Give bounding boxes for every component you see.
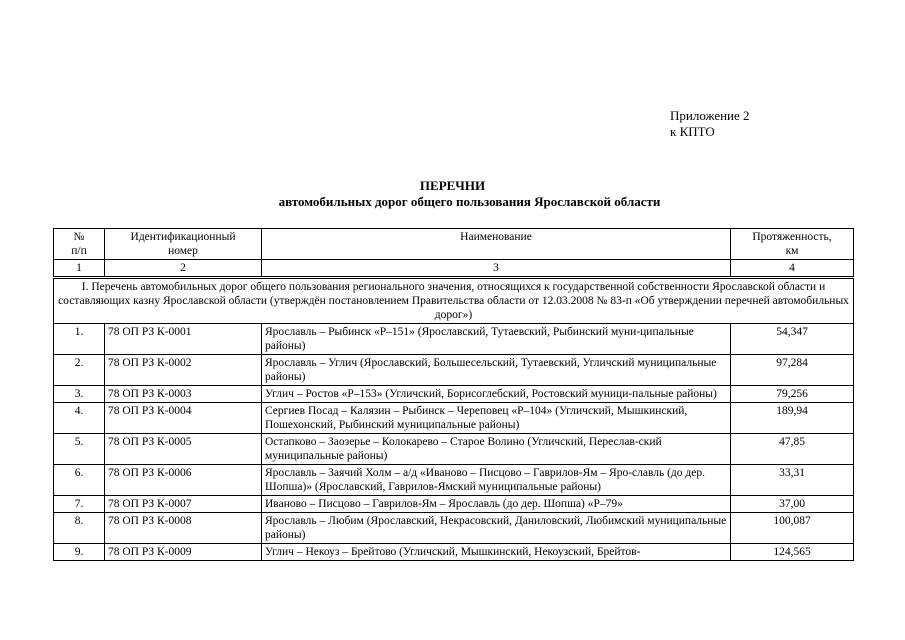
row-road-name: Ярославль – Углич (Ярославский, Большесельский, Тутаевский, Угличский муниципальные районы) [262,355,731,386]
column-number-row [54,260,854,278]
row-number: 3. [54,386,105,403]
row-number: 8. [54,513,105,544]
header-id [105,229,262,260]
header-id-line1: Идентификационный [130,231,236,243]
header-length-line2: км [785,245,799,257]
table-row [54,324,854,355]
row-identifier: 78 ОП РЗ К-0002 [105,355,262,386]
row-identifier: 78 ОП РЗ К-0005 [105,434,262,465]
row-length: 37,00 [731,496,854,513]
row-identifier: 78 ОП РЗ К-0003 [105,386,262,403]
row-length: 100,087 [731,513,854,544]
header-number-line1: № [73,231,85,243]
column-number: 3 [262,260,731,278]
row-number: 6. [54,465,105,496]
row-length: 79,256 [731,386,854,403]
appendix-number: Приложение 2 [670,108,750,123]
row-length: 97,284 [731,355,854,386]
row-number: 4. [54,403,105,434]
table-header-row [54,229,854,260]
header-length-line1: Протяженность, [752,231,832,243]
column-number: 2 [105,260,262,278]
header-number-line2: п/п [71,245,87,257]
row-road-name: Углич – Некоуз – Брейтово (Угличский, Мышкинский, Некоузский, Брейтов- [262,544,731,561]
row-road-name: Сергиев Посад – Калязин – Рыбинск – Череповец «Р–104» (Угличский, Мышкинский, Пошехонский, Рыбинский муниципальные районы) [262,403,731,434]
roads-table [53,228,854,561]
row-length: 47,85 [731,434,854,465]
row-number: 5. [54,434,105,465]
document-title [0,178,905,210]
table-row [54,465,854,496]
row-road-name: Ярославль – Заячий Холм – а/д «Иваново – Писцово – Гаврилов-Ям – Яро-славль (до дер. Шопша)» (Ярославский, Гаврилов-Ямский муниципальные районы) [262,465,731,496]
column-number: 4 [731,260,854,278]
title-subheading: автомобильных дорог общего пользования Ярославской области [278,194,661,209]
table-row [54,403,854,434]
header-id-line2: номер [168,245,198,257]
row-identifier: 78 ОП РЗ К-0004 [105,403,262,434]
row-road-name: Ярославль – Любим (Ярославский, Некрасовский, Даниловский, Любимский муниципальные районы) [262,513,731,544]
appendix-note [670,108,750,140]
row-number: 7. [54,496,105,513]
title-heading: ПЕРЕЧНИ [419,178,486,193]
table-row [54,544,854,561]
table-row [54,434,854,465]
row-identifier: 78 ОП РЗ К-0008 [105,513,262,544]
row-identifier: 78 ОП РЗ К-0006 [105,465,262,496]
table-row [54,386,854,403]
section-row [54,278,854,324]
table-row [54,513,854,544]
appendix-reference: к КПТО [670,124,715,139]
table-row [54,496,854,513]
row-number: 2. [54,355,105,386]
row-identifier: 78 ОП РЗ К-0001 [105,324,262,355]
row-length: 33,31 [731,465,854,496]
header-number [54,229,105,260]
row-identifier: 78 ОП РЗ К-0007 [105,496,262,513]
row-road-name: Углич – Ростов «Р–153» (Угличский, Борисоглебский, Ростовский муници-пальные районы) [262,386,731,403]
column-number: 1 [54,260,105,278]
row-road-name: Остапково – Заозерье – Колокарево – Старое Волино (Угличский, Переслав-ский муниципальные районы) [262,434,731,465]
row-length: 124,565 [731,544,854,561]
row-length: 189,94 [731,403,854,434]
row-road-name: Ярославль – Рыбинск «Р–151» (Ярославский, Тутаевский, Рыбинский муни-ципальные районы) [262,324,731,355]
section-title: I. Перечень автомобильных дорог общего пользования регионального значения, относящихся к государственной собственности Ярославской области и составляющих казну Ярославской области (утверждён постановлением Правительства области от 12.03.2008 № 83-п «Об утверждении перечней автомобильных дорог») [54,278,854,324]
row-identifier: 78 ОП РЗ К-0009 [105,544,262,561]
row-number: 1. [54,324,105,355]
header-name: Наименование [262,229,731,260]
row-length: 54,347 [731,324,854,355]
row-road-name: Иваново – Писцово – Гаврилов-Ям – Ярославль (до дер. Шопша) «Р–79» [262,496,731,513]
header-length [731,229,854,260]
table-row [54,355,854,386]
row-number: 9. [54,544,105,561]
